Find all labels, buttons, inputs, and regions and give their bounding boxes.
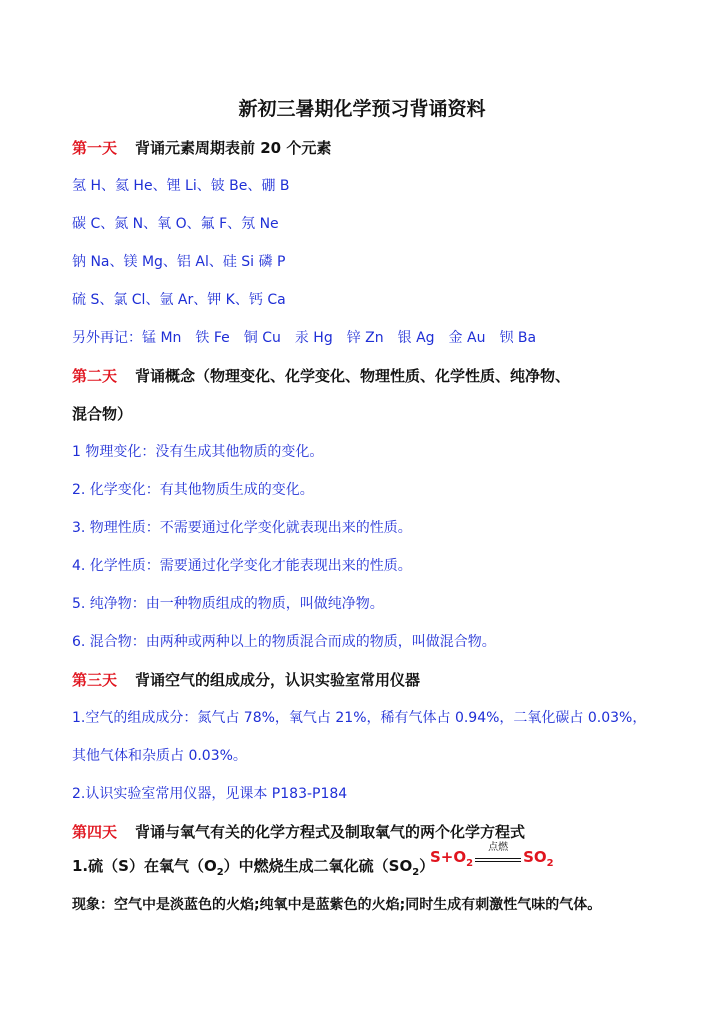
day2-line-3: 3. 物理性质：不需要通过化学变化就表现出来的性质。 [72, 520, 412, 536]
equation-right: SO [523, 848, 547, 866]
day2-line-1: 1 物理变化：没有生成其他物质的变化。 [72, 444, 324, 460]
day2-heading-continued: 混合物） [72, 405, 133, 423]
reaction-arrow [475, 842, 521, 862]
day3-line-3: 2.认识实验室常用仪器，见课本 P183-P184 [72, 786, 348, 802]
equation-left: S+O [430, 848, 467, 866]
day2-line-2: 2. 化学变化：有其他物质生成的变化。 [72, 482, 314, 498]
reaction-text-c: ） [419, 857, 435, 875]
day3-heading-text: 背诵空气的组成成分，认识实验室常用仪器 [135, 671, 421, 689]
day1-line-3: 钠 Na、镁 Mg、铝 Al、硅 Si 磷 P [72, 254, 286, 270]
day1-line-4: 硫 S、氯 Cl、氩 Ar、钾 K、钙 Ca [72, 292, 286, 308]
day3-heading [72, 669, 420, 690]
day2-line-5: 5. 纯净物：由一种物质组成的物质，叫做纯净物。 [72, 596, 384, 612]
day1-line-1: 氢 H、氦 He、锂 Li、铍 Be、硼 B [72, 178, 290, 194]
reaction-sub-a: 2 [216, 867, 224, 878]
double-line-arrow-icon [475, 858, 521, 862]
reaction-sub-b: 2 [412, 867, 420, 878]
day1-line-2: 碳 C、氮 N、氧 O、氟 F、氖 Ne [72, 216, 279, 232]
reaction-text-a: 1.硫（S）在氧气（O [72, 857, 217, 875]
day4-heading-text: 背诵与氧气有关的化学方程式及制取氧气的两个化学方程式 [135, 823, 526, 841]
equation-right-sub: 2 [546, 858, 554, 869]
day3-line-2: 其他气体和杂质占 0.03%。 [72, 748, 247, 764]
day2-heading-text: 背诵概念（物理变化、化学变化、物理性质、化学性质、纯净物、 [135, 367, 571, 385]
document-title: 新初三暑期化学预习背诵资料 [238, 98, 486, 120]
reaction-text-b: ）中燃烧生成二氧化硫（SO [223, 857, 413, 875]
reaction-description [72, 855, 434, 878]
equation-left-sub: 2 [466, 858, 474, 869]
chemical-equation [430, 842, 554, 869]
day3-line-1: 1.空气的组成成分：氮气占 78%，氧气占 21%，稀有气体占 0.94%，二氧化碳占 0.03%， [72, 710, 647, 726]
day1-line-5: 另外再记：锰 Mn 铁 Fe 铜 Cu 汞 Hg 锌 Zn 银 Ag 金 Au 钡 Ba [72, 330, 537, 346]
day1-heading-text: 背诵元素周期表前 20 个元素 [135, 139, 332, 157]
day1-heading [72, 137, 331, 158]
day3-label: 第三天 [72, 671, 118, 689]
day2-line-4: 4. 化学性质：需要通过化学变化才能表现出来的性质。 [72, 558, 412, 574]
day2-heading [72, 365, 570, 386]
day2-label: 第二天 [72, 367, 118, 385]
phenomenon-text: 现象：空气中是淡蓝色的火焰;纯氧中是蓝紫色的火焰;同时生成有刺激性气味的气体。 [72, 897, 602, 913]
reaction-condition: 点燃 [488, 842, 509, 853]
day2-line-6: 6. 混合物：由两种或两种以上的物质混合而成的物质，叫做混合物。 [72, 634, 496, 650]
day4-label: 第四天 [72, 823, 118, 841]
day1-label: 第一天 [72, 139, 118, 157]
day4-heading [72, 821, 525, 842]
